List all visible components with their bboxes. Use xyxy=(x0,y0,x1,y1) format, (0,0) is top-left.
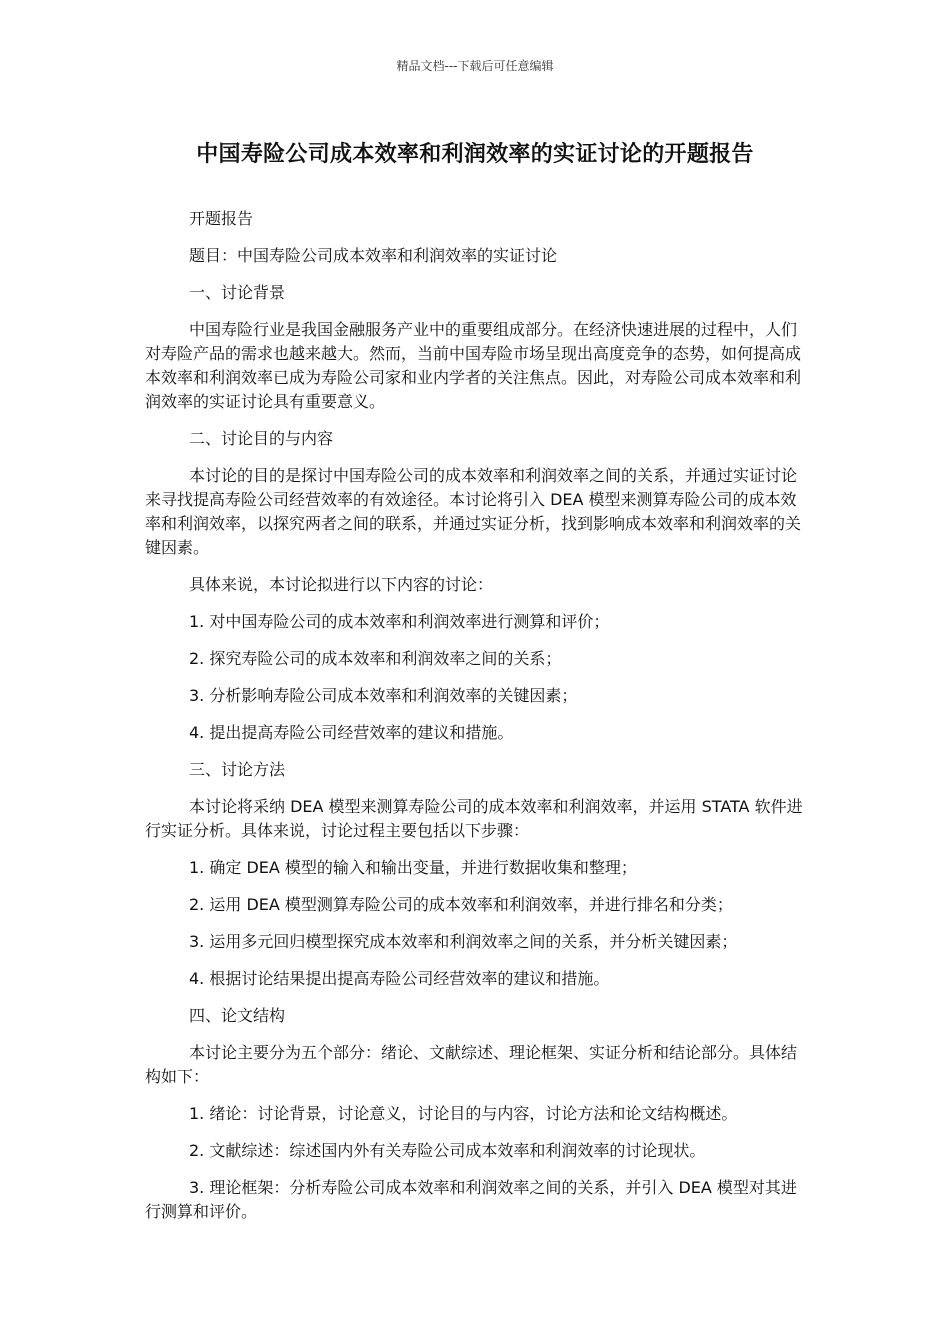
section-heading-purpose: 二、讨论目的与内容 xyxy=(189,429,334,448)
content-item-2: 2. 探究寿险公司的成本效率和利润效率之间的关系； xyxy=(189,649,562,668)
structure-paragraph: 本讨论主要分为五个部分：绪论、文献综述、理论框架、实证分析和结论部分。具体结构如下： xyxy=(145,1043,798,1086)
method-step-4: 4. 根据讨论结果提出提高寿险公司经营效率的建议和措施。 xyxy=(189,969,610,988)
method-step-1: 1. 确定 DEA 模型的输入和输出变量，并进行数据收集和整理； xyxy=(189,858,637,877)
structure-item-2: 2. 文献综述：综述国内外有关寿险公司成本效率和利润效率的讨论现状。 xyxy=(189,1141,706,1160)
purpose-paragraph: 本讨论的目的是探讨中国寿险公司的成本效率和利润效率之间的关系，并通过实证讨论来寻找提高寿险公司经营效率的有效途径。本讨论将引入 DEA 模型来测算寿险公司的成本效率和利润效率，以探究两者之间的联系，并通过实证分析，找到影响成本效率和利润效率的关键因素。 xyxy=(145,466,802,557)
section-heading-structure: 四、论文结构 xyxy=(189,1006,286,1025)
label-report: 开题报告 xyxy=(189,209,254,228)
structure-item-1: 1. 绪论：讨论背景，讨论意义，讨论目的与内容，讨论方法和论文结构概述。 xyxy=(189,1104,738,1123)
content-item-3: 3. 分析影响寿险公司成本效率和利润效率的关键因素； xyxy=(189,686,578,705)
structure-item-3: 3. 理论框架：分析寿险公司成本效率和利润效率之间的关系，并引入 DEA 模型对其进行测算和评价。 xyxy=(145,1178,797,1221)
section-heading-method: 三、讨论方法 xyxy=(189,760,286,779)
content-intro: 具体来说，本讨论拟进行以下内容的讨论： xyxy=(189,575,494,594)
content-item-1: 1. 对中国寿险公司的成本效率和利润效率进行测算和评价； xyxy=(189,612,610,631)
topic-line: 题目：中国寿险公司成本效率和利润效率的实证讨论 xyxy=(189,246,558,265)
method-step-2: 2. 运用 DEA 模型测算寿险公司的成本效率和利润效率，并进行排名和分类； xyxy=(189,895,733,914)
content-item-4: 4. 提出提高寿险公司经营效率的建议和措施。 xyxy=(189,723,514,742)
section-heading-background: 一、讨论背景 xyxy=(189,283,286,302)
background-paragraph: 中国寿险行业是我国金融服务产业中的重要组成部分。在经济快速进展的过程中，人们对寿险产品的需求也越来越大。然而，当前中国寿险市场呈现出高度竞争的态势，如何提高成本效率和利润效率已成为寿险公司家和业内学者的关注焦点。因此，对寿险公司成本效率和利润效率的实证讨论具有重要意义。 xyxy=(145,320,802,411)
method-step-3: 3. 运用多元回归模型探究成本效率和利润效率之间的关系，并分析关键因素； xyxy=(189,932,738,951)
page-header: 精品文档---下载后可任意编辑 xyxy=(396,59,554,73)
document-body xyxy=(145,207,810,1237)
document-title: 中国寿险公司成本效率和利润效率的实证讨论的开题报告 xyxy=(196,142,754,167)
method-paragraph: 本讨论将采纳 DEA 模型来测算寿险公司的成本效率和利润效率，并运用 STATA 软件进行实证分析。具体来说，讨论过程主要包括以下步骤： xyxy=(145,797,803,840)
